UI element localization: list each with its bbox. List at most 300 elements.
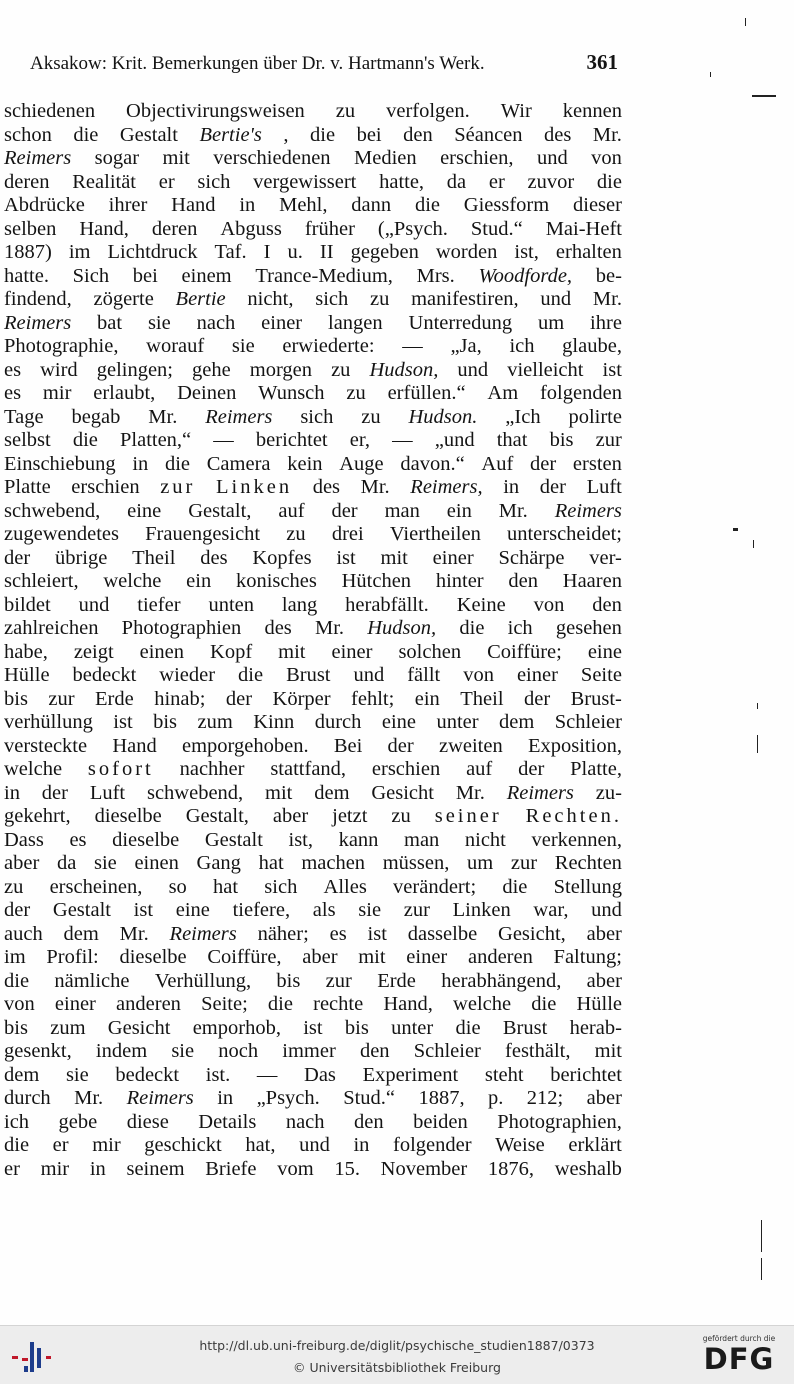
word: die — [267, 993, 293, 1015]
text-line — [4, 876, 622, 900]
word: ein — [446, 499, 472, 522]
word: dann — [351, 194, 392, 216]
word: welche — [4, 758, 63, 780]
word: verhüllung — [4, 711, 93, 733]
word: Mr. — [119, 922, 149, 945]
word: in — [89, 1157, 106, 1180]
text-line — [4, 1087, 622, 1111]
word: Lichtdruck — [107, 241, 198, 263]
word: („Psych. — [377, 217, 448, 240]
italic-word: Reimers — [169, 922, 237, 945]
word: gegeben — [350, 241, 419, 263]
word: in — [239, 194, 256, 216]
word: Stud.“ — [470, 217, 523, 240]
italic-word: Bertie — [175, 288, 226, 310]
word: ist — [113, 711, 133, 733]
word: mir — [40, 1157, 70, 1180]
word: auf — [278, 499, 305, 522]
word: unterscheidet; — [506, 523, 622, 545]
word: erscheinen, — [49, 875, 143, 898]
word: Das — [304, 1063, 336, 1086]
word: Auf — [481, 452, 514, 475]
word: kann — [338, 828, 379, 851]
source-url — [0, 1338, 794, 1353]
italic-word: Hudson, — [369, 358, 439, 381]
text-line — [4, 218, 622, 242]
word: Gesicht — [371, 781, 434, 804]
word: einer — [432, 546, 474, 569]
word: er — [4, 1157, 20, 1180]
word: Gesicht, — [498, 922, 566, 945]
text-line — [4, 688, 622, 712]
word: unter — [391, 1016, 434, 1039]
word: Coiffüre; — [487, 640, 562, 663]
word: aber — [4, 852, 40, 874]
word: erklärt — [568, 1134, 622, 1156]
word: 1876, — [487, 1157, 535, 1180]
word: es — [329, 922, 347, 945]
word: zur — [48, 687, 75, 710]
word: bei — [356, 123, 382, 146]
word: I — [263, 241, 271, 263]
word: zeigt — [73, 640, 114, 663]
word: ist — [367, 922, 387, 945]
word: stattfand, — [270, 758, 347, 780]
word: Wunsch — [258, 382, 325, 404]
word: sich — [197, 170, 231, 193]
text-line — [4, 171, 622, 195]
word: Platte, — [570, 758, 622, 780]
word: bildet — [4, 593, 51, 616]
word: in — [217, 1087, 234, 1109]
word: Erde — [377, 969, 416, 992]
word: Frauengesicht — [145, 523, 261, 545]
word: bei — [132, 264, 158, 287]
word: zum — [197, 711, 233, 733]
word: nach — [285, 1110, 325, 1133]
word: erwiederte: — [282, 335, 375, 357]
text-line — [4, 523, 622, 547]
word: Schleier — [554, 711, 622, 733]
word: deren — [151, 217, 198, 240]
word: er, — [349, 429, 370, 451]
word: mir — [92, 1134, 121, 1156]
word: war, — [533, 899, 569, 921]
word: Photographie, — [4, 335, 119, 357]
word: es — [4, 382, 22, 404]
word: von — [533, 593, 565, 616]
word: Mrs. — [416, 264, 455, 287]
word: versteckte — [4, 734, 88, 757]
word: er — [488, 170, 505, 193]
word: die — [455, 1016, 481, 1039]
word: „und — [434, 429, 475, 451]
word: herabhängend, — [441, 969, 562, 992]
word: schon — [4, 123, 52, 146]
word: u. — [287, 241, 303, 263]
word: Hütchen — [341, 570, 412, 592]
word: einen — [139, 640, 185, 663]
text-line — [4, 641, 622, 665]
word: Körper — [272, 687, 331, 710]
word: aber — [272, 805, 309, 827]
word: und — [299, 1134, 330, 1156]
word: sich — [300, 405, 334, 428]
word: den — [359, 1040, 390, 1062]
word: bis — [4, 687, 28, 710]
word: bis — [549, 429, 574, 451]
text-line — [4, 664, 622, 688]
word: nachher — [179, 758, 245, 780]
word: zögerte — [93, 288, 154, 310]
text-line — [4, 594, 622, 618]
word: mit — [278, 640, 306, 663]
text-line — [4, 970, 622, 994]
word: früher — [304, 217, 355, 240]
word: folgender — [393, 1134, 472, 1156]
word: dem — [314, 781, 350, 804]
word: den — [403, 123, 433, 146]
word: der — [530, 452, 557, 475]
word: deren — [4, 170, 50, 193]
word: der — [387, 734, 414, 757]
word: Wir — [500, 100, 532, 122]
word: Theil — [460, 687, 504, 710]
text-line — [4, 946, 622, 970]
word: zahlreichen — [4, 617, 99, 639]
word: zu — [361, 405, 381, 428]
word: den — [508, 570, 539, 592]
word: manifestiren, — [411, 288, 519, 310]
word: durch — [314, 711, 362, 733]
word: hatte, — [379, 170, 425, 193]
word: tiefere, — [232, 899, 291, 921]
word: aber — [586, 922, 622, 945]
word: erhalten — [555, 241, 622, 263]
word: Einschiebung — [4, 452, 116, 475]
word: vom — [277, 1157, 314, 1180]
word: zu — [370, 288, 390, 310]
word: Schärpe — [498, 546, 565, 569]
word: ist — [336, 546, 356, 569]
word: habe, — [4, 640, 48, 663]
word: in — [503, 476, 520, 498]
word: schwebend, — [4, 499, 101, 522]
word: Stellung — [553, 875, 622, 898]
word: der — [4, 546, 31, 569]
text-line — [4, 194, 622, 218]
word: Medien — [354, 147, 417, 169]
word: nach — [196, 311, 236, 334]
word: der — [41, 781, 68, 804]
word: welche — [103, 570, 162, 592]
word: auch — [4, 922, 43, 945]
word: Auge — [339, 452, 384, 475]
word: erfüllen.“ — [387, 382, 466, 404]
italic-word: Hudson. — [408, 405, 478, 428]
word: verfolgen. — [386, 100, 470, 122]
text-line — [4, 288, 622, 312]
word: Mr. — [592, 123, 622, 146]
text-line — [4, 265, 622, 289]
word: eine — [587, 640, 622, 663]
word: November — [380, 1157, 468, 1180]
word: und — [353, 664, 385, 686]
word: zum — [50, 1016, 86, 1039]
text-line — [4, 312, 622, 336]
word: jetzt — [332, 805, 368, 827]
word: um — [537, 311, 565, 334]
word: zu — [346, 382, 366, 404]
word: eine — [175, 899, 210, 921]
word: einer — [331, 640, 373, 663]
word: „Psych. — [256, 1087, 320, 1109]
text-line — [4, 829, 622, 853]
word: Hand — [112, 734, 157, 757]
word: hat — [258, 852, 284, 874]
word: Unterredung — [408, 311, 513, 334]
word: welche — [453, 993, 512, 1015]
word: hinter — [435, 570, 484, 592]
word: indem — [95, 1040, 148, 1062]
word: bis — [4, 1016, 28, 1039]
word: Theil — [132, 546, 176, 569]
word: Taf. — [214, 241, 247, 263]
word: weshalb — [554, 1157, 622, 1180]
text-line — [4, 147, 622, 171]
word: nicht, — [247, 288, 294, 310]
text-line — [4, 735, 622, 759]
word: gesenkt, — [4, 1040, 72, 1062]
word: Kopfes — [252, 546, 312, 569]
word: hinab; — [154, 687, 206, 710]
text-line — [4, 993, 622, 1017]
word: selben — [4, 217, 57, 240]
word: Rechten — [554, 852, 622, 874]
word: anderen — [467, 946, 533, 968]
word: er — [52, 1134, 69, 1156]
word: Details — [198, 1110, 257, 1133]
word: zweiten — [438, 734, 503, 757]
word: Gestalt — [119, 123, 178, 146]
word: man — [384, 499, 420, 522]
page-number: 361 — [586, 50, 618, 74]
word: müssen, — [382, 852, 450, 874]
word: Deinen — [177, 382, 237, 404]
word: Séancen — [454, 123, 523, 146]
word: Objectivirungsweisen — [126, 100, 305, 122]
word: verkennen, — [531, 828, 622, 851]
word: sie — [358, 899, 382, 921]
word: der — [331, 499, 358, 522]
word: emporgehoben. — [182, 734, 309, 757]
text-line — [4, 1158, 622, 1182]
word: Viertheilen — [389, 523, 481, 545]
word: Mr. — [74, 1087, 104, 1109]
word: aber — [586, 969, 622, 992]
word: erlaubt, — [93, 382, 156, 404]
dfg-caption: gefördert durch die — [702, 1334, 776, 1343]
word: Alles — [323, 875, 367, 898]
word: Giessform — [463, 194, 550, 216]
word: Realität — [72, 170, 137, 193]
word: die — [502, 875, 528, 898]
text-line — [4, 1017, 622, 1041]
word: Briefe — [205, 1157, 257, 1180]
word: die — [73, 123, 99, 146]
word: aber — [586, 1087, 622, 1109]
word: fällt — [407, 664, 441, 686]
word: folgenden — [539, 382, 622, 404]
word: drei — [331, 523, 364, 545]
word: ersten — [572, 452, 622, 475]
footer-bar — [0, 1325, 794, 1384]
word: II — [319, 241, 334, 263]
word: glaube, — [562, 335, 622, 357]
word: zu — [391, 805, 411, 827]
word: Keine — [456, 593, 506, 616]
text-line — [4, 476, 622, 500]
word: erschien — [371, 758, 441, 780]
italic-word: Reimers — [4, 147, 72, 169]
word: dieselbe — [119, 946, 187, 968]
word: ihrer — [108, 194, 148, 216]
text-line — [4, 617, 622, 641]
word: Dass — [4, 828, 44, 851]
word: Mr. — [455, 781, 485, 804]
word: zu — [335, 100, 356, 122]
word: „Ich — [505, 405, 541, 428]
running-title: Aksakow: Krit. Bemerkungen über Dr. v. Hartmann's Werk. — [30, 53, 485, 74]
text-line — [4, 547, 622, 571]
text-line — [4, 124, 622, 148]
word: zuvor — [527, 170, 575, 193]
word: erschien — [71, 476, 140, 498]
word: Gestalt — [52, 899, 111, 921]
word: Abdrücke — [4, 194, 85, 216]
text-line — [4, 782, 622, 806]
dfg-logo-text: DFG — [703, 1342, 775, 1376]
word: Tage — [4, 405, 44, 428]
word: ist — [602, 358, 622, 381]
word: der — [518, 758, 545, 780]
word: berichtet — [255, 429, 328, 451]
word: hat — [213, 875, 239, 898]
italic-word: Reimers — [126, 1087, 194, 1109]
word: solchen — [398, 640, 462, 663]
word: um — [467, 852, 494, 874]
word: Gestalt, — [188, 499, 252, 522]
word: von — [591, 147, 622, 169]
word: berichtet — [550, 1063, 622, 1086]
word: Exposition, — [527, 734, 622, 757]
source-url-link[interactable]: http://dl.ub.uni-freiburg.de/diglit/psychische_studien1887/0373 — [199, 1338, 595, 1353]
word: 15. — [334, 1157, 360, 1180]
word: bis — [276, 969, 301, 992]
word: wird — [40, 358, 78, 381]
word: kein — [287, 452, 323, 475]
dfg-logo[interactable] — [694, 1334, 784, 1378]
word: da — [446, 170, 467, 193]
word: im — [68, 241, 91, 263]
italic-word: Bertie's — [199, 123, 262, 146]
word: des — [544, 123, 572, 146]
word: so — [168, 875, 187, 898]
word: er — [158, 170, 175, 193]
word: durch — [4, 1087, 51, 1109]
word: aber — [302, 946, 338, 968]
word: eine — [381, 711, 416, 733]
spaced-word: seiner — [434, 805, 502, 827]
word: Gestalt — [204, 828, 263, 851]
word: Kinn — [253, 711, 295, 733]
word: bedeckt — [72, 664, 137, 686]
word: von — [4, 993, 35, 1015]
copyright-notice: © Universitätsbibliothek Freiburg — [293, 1360, 501, 1375]
text-line — [4, 1064, 622, 1088]
word: Gang — [196, 852, 241, 874]
text-line — [4, 1111, 622, 1135]
word: ein — [414, 687, 440, 710]
word: nicht — [464, 828, 506, 851]
word: die — [531, 993, 557, 1015]
word: Mehl, — [279, 194, 328, 216]
word: zu- — [595, 781, 622, 804]
body-text — [4, 100, 622, 1181]
word: die — [164, 452, 191, 475]
word: be- — [595, 264, 622, 287]
text-line — [4, 852, 622, 876]
word: eine — [127, 499, 162, 522]
word: einer — [54, 993, 96, 1015]
word: übrige — [54, 546, 108, 569]
word: den — [354, 1110, 384, 1133]
word: kennen — [562, 100, 622, 122]
word: Mr. — [314, 617, 345, 639]
word: Haaren — [562, 570, 622, 592]
word: — — [402, 335, 423, 357]
word: ihre — [590, 311, 622, 334]
word: und — [591, 899, 622, 921]
word: mir — [42, 382, 72, 404]
word: seinem — [126, 1157, 185, 1180]
word: Hand, — [383, 993, 433, 1015]
word: immer — [282, 1040, 336, 1062]
word: rechte — [313, 993, 364, 1015]
word: näher; — [257, 922, 309, 945]
word: that — [496, 429, 528, 451]
word: dem — [63, 922, 99, 945]
word: gebe — [58, 1110, 98, 1133]
word: bis — [344, 1016, 369, 1039]
word: Brust — [286, 664, 331, 686]
word: gekehrt, — [4, 805, 71, 827]
word: Am — [487, 382, 519, 404]
word: worauf — [146, 335, 205, 357]
word: hat, — [245, 1134, 276, 1156]
word: Faltung; — [553, 946, 622, 968]
word: Luft — [89, 781, 126, 804]
word: Platte — [4, 476, 51, 498]
word: dem — [499, 711, 535, 733]
word: gehe — [192, 358, 231, 381]
word: zu — [286, 523, 306, 545]
word: ver- — [589, 546, 622, 569]
text-line — [4, 453, 622, 477]
text-line — [4, 359, 622, 383]
word: einer — [406, 946, 448, 968]
word: Bei — [333, 734, 363, 757]
